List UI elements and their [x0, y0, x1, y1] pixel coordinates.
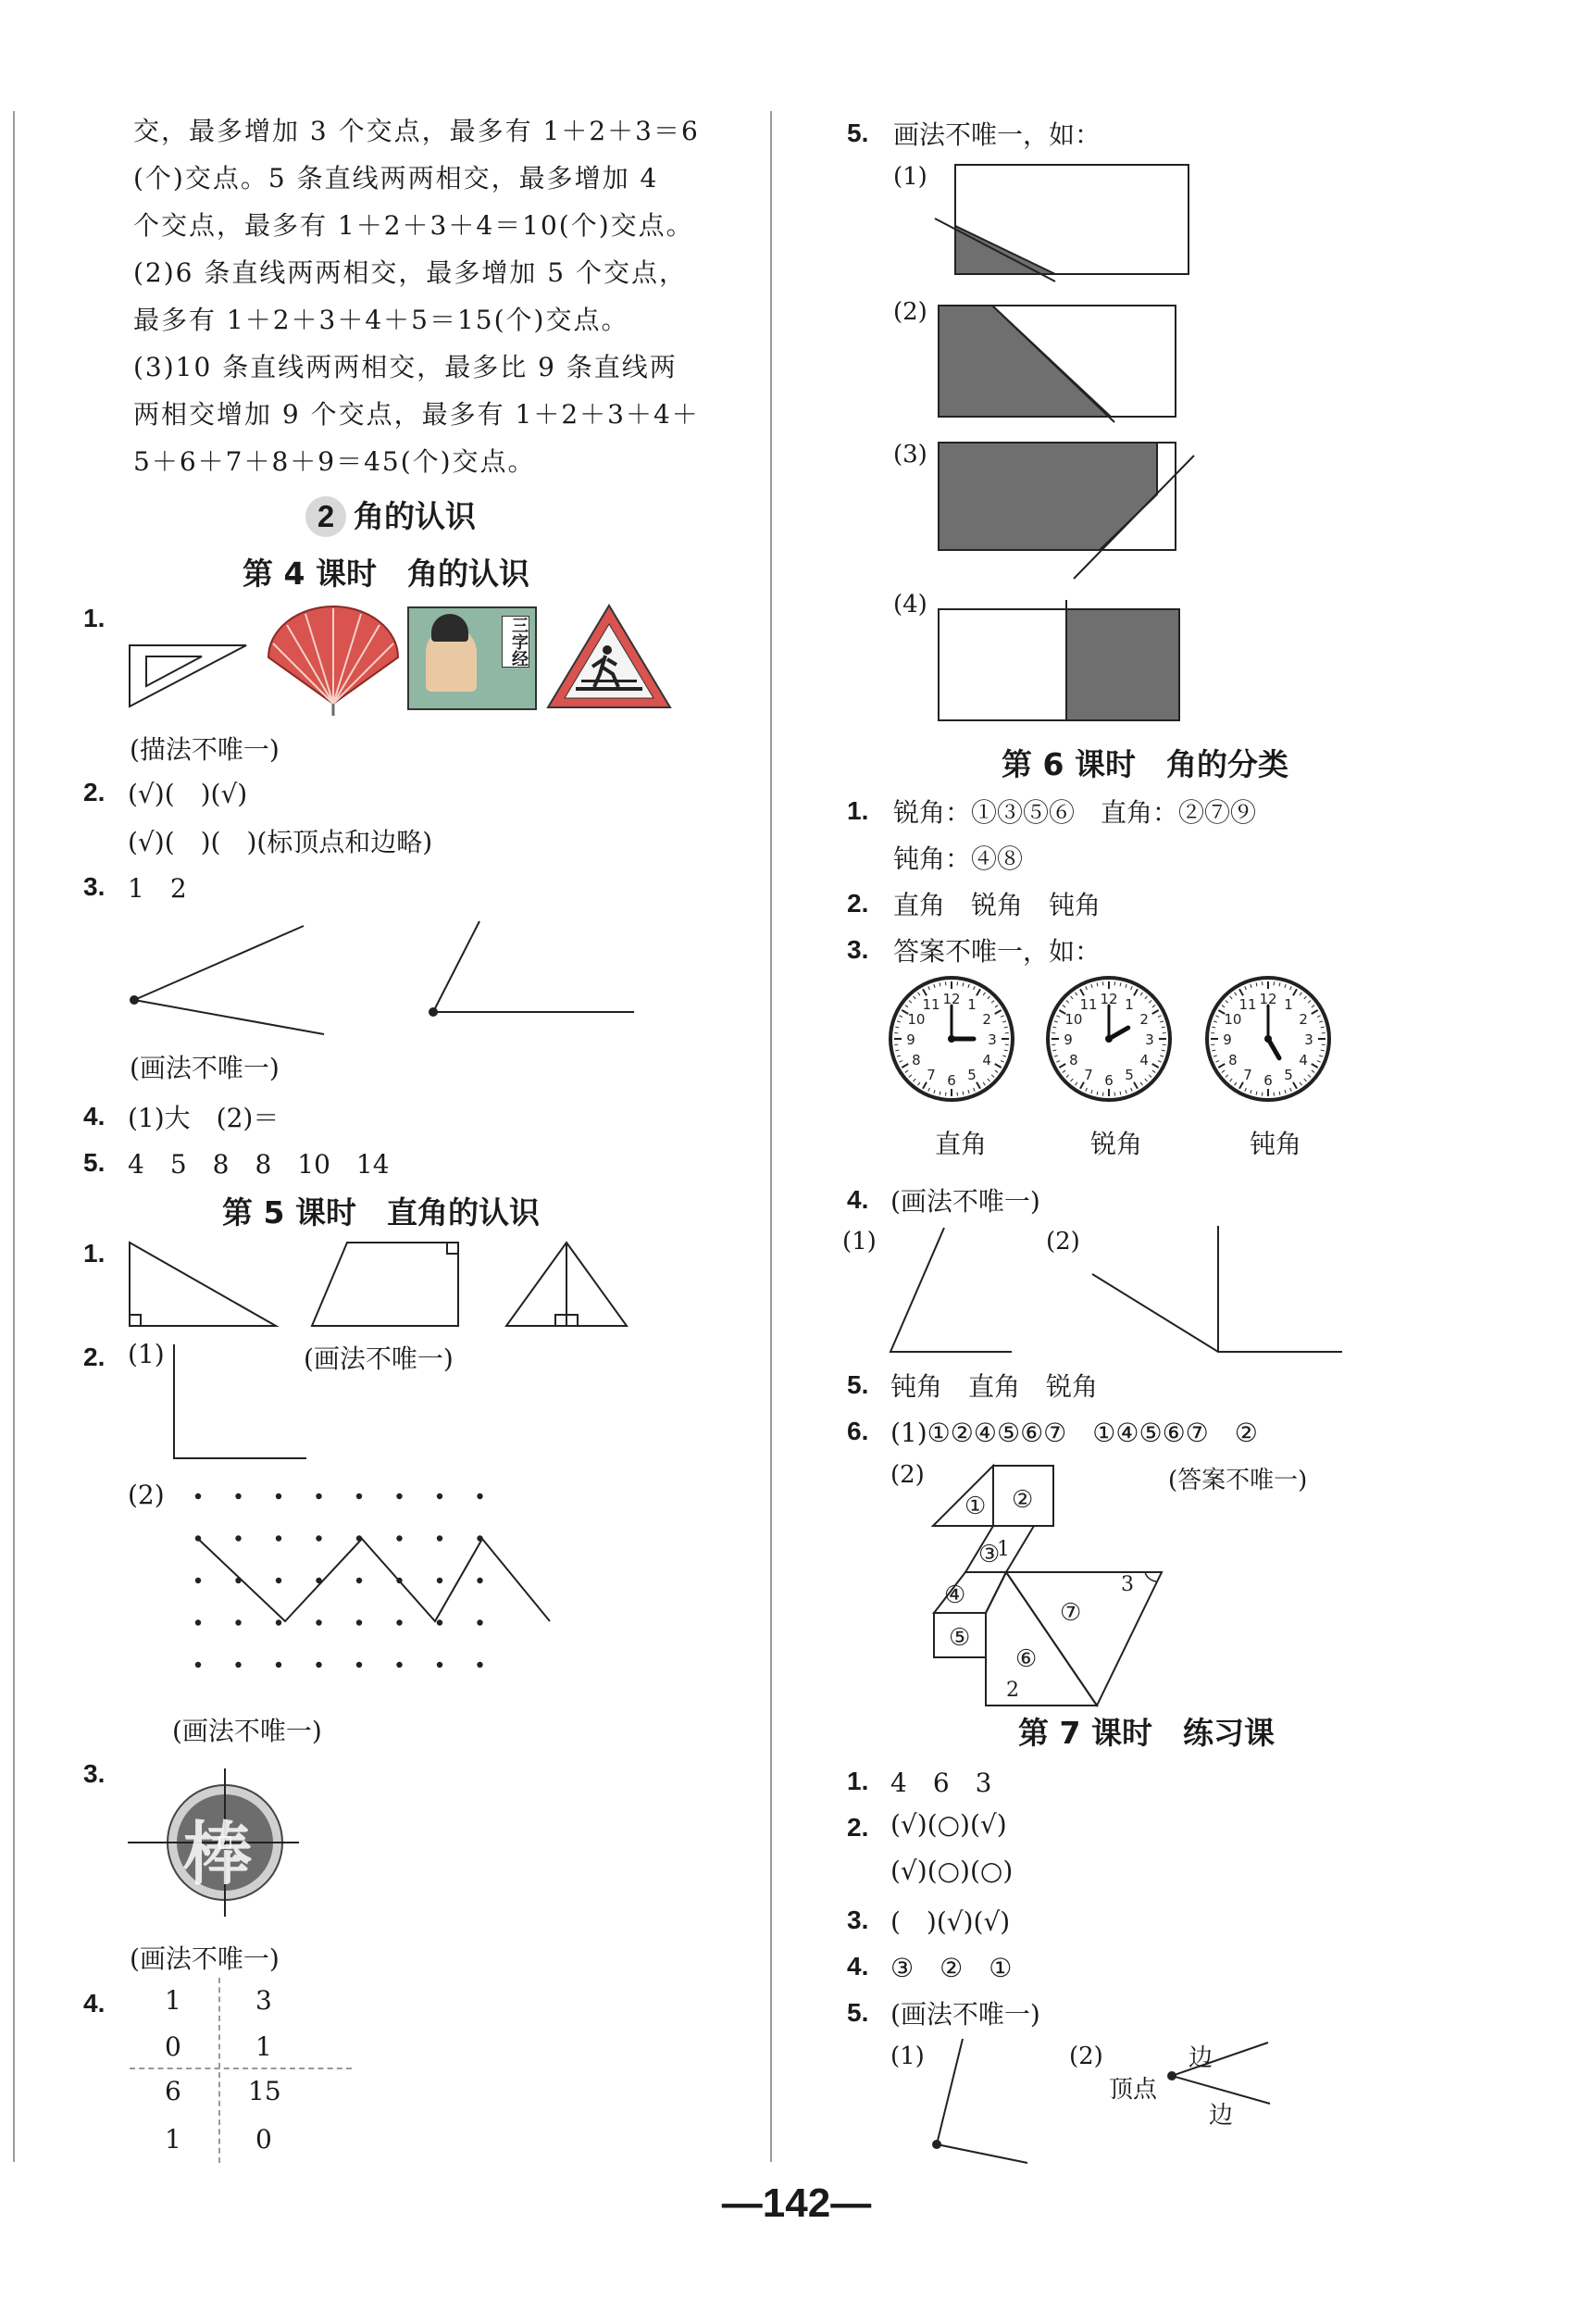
l6-q2-number: 2.	[847, 889, 869, 918]
clock-numeral: 7	[1084, 1067, 1093, 1084]
l6-q6-line1: (1)①②④⑤⑥⑦ ①④⑤⑥⑦ ②	[890, 1418, 1258, 1448]
grid-dot	[477, 1619, 482, 1625]
clock-numeral: 10	[1064, 1011, 1083, 1028]
intro-line: (2)6 条直线两两相交，最多增加 5 个交点，	[133, 257, 687, 288]
r-q5-label-3: (3)	[893, 441, 927, 469]
table-cell: 15	[248, 2076, 281, 2106]
lesson5-title: 第 5 课时 直角的认识	[222, 1194, 540, 1231]
l7-q5-text: (画法不唯一)	[890, 1999, 1040, 2030]
lesson4-title: 第 4 课时 角的认识	[243, 556, 529, 592]
grid-dot	[396, 1619, 402, 1625]
intro-line: 最多有 1＋2＋3＋4＋5＝15(个)交点。	[133, 305, 629, 335]
l7-q5-number: 5.	[847, 1998, 869, 2027]
clock-numeral: 6	[947, 1072, 956, 1089]
intro-line: (3)10 条直线两两相交，最多比 9 条直线两	[133, 352, 678, 382]
table-cell: 1	[165, 2124, 181, 2155]
r-q5-text: 画法不唯一，如：	[893, 119, 1101, 150]
grid-dot	[276, 1578, 281, 1583]
grid-dot	[396, 1662, 402, 1668]
grid-dot	[195, 1535, 201, 1541]
rect-division-3	[935, 435, 1213, 583]
table-cell: 0	[255, 2124, 272, 2155]
l6-q4-text: (画法不唯一)	[890, 1186, 1040, 1217]
l5-q3-note: (画法不唯一)	[130, 1943, 280, 1974]
l6-q6-sub2: (2)	[890, 1461, 925, 1489]
clock-label-3: 钝角	[1250, 1129, 1302, 1159]
l5-q4-number: 4.	[83, 1989, 106, 2018]
clock-numeral: 11	[1238, 995, 1257, 1013]
intro-line: 交，最多增加 3 个交点，最多有 1＋2＋3＝6	[133, 116, 700, 146]
grid-dot	[316, 1578, 321, 1583]
grid-dot	[437, 1662, 442, 1668]
l7-angle-drawing-1	[926, 2037, 1037, 2167]
l4-q2-number: 2.	[83, 778, 106, 806]
clock-numeral: 4	[1139, 1052, 1149, 1068]
table-cell: 1	[165, 1985, 181, 2016]
rect-division-1	[935, 163, 1194, 283]
clock-center	[948, 1035, 955, 1043]
table-cell: 6	[165, 2076, 181, 2106]
clock-numeral: 8	[912, 1052, 921, 1068]
grid-dot	[316, 1662, 321, 1668]
tangram-label: ③	[978, 1541, 1001, 1568]
grid-dot	[316, 1535, 321, 1541]
clock-numeral: 5	[967, 1067, 977, 1084]
grid-dot	[276, 1535, 281, 1541]
l6-q4-number: 4.	[847, 1185, 869, 1214]
book-title: 三字经	[502, 616, 529, 668]
intro-paragraph	[133, 107, 700, 485]
clock-numeral: 8	[1228, 1052, 1238, 1068]
l7-q1-text: 4 6 3	[890, 1768, 992, 1798]
grid-dot	[356, 1578, 362, 1583]
grid-dot	[316, 1493, 321, 1499]
l7-q2-number: 2.	[847, 1813, 869, 1842]
grid-dot	[235, 1535, 241, 1541]
tangram-label: ④	[944, 1581, 966, 1609]
l4-q2-line1: (√)( )(√)	[128, 779, 248, 809]
book-figure	[407, 606, 537, 710]
lesson6-title: 第 6 课时 角的分类	[1002, 746, 1288, 782]
grid-dot	[235, 1619, 241, 1625]
l4-q3-note: (画法不唯一)	[130, 1053, 280, 1083]
isosceles-triangle-figure	[504, 1241, 629, 1329]
clock-numeral: 5	[1284, 1067, 1293, 1084]
l6-q3-text: 答案不唯一，如：	[893, 936, 1101, 967]
l7-edge-label-2: 边	[1209, 2102, 1234, 2130]
right-triangle-figure	[128, 1241, 280, 1329]
grid-dot	[195, 1619, 201, 1625]
section-number: 2	[305, 496, 346, 537]
clock-numeral: 12	[1100, 991, 1118, 1007]
acute-angle-drawing	[887, 1224, 1016, 1354]
table-cell: 1	[255, 2031, 272, 2062]
l5-q2-sub1: (1)	[128, 1339, 165, 1369]
l6-q6-number: 6.	[847, 1417, 869, 1445]
l4-q1-note: (描法不唯一)	[130, 734, 280, 765]
r-q5-number: 5.	[847, 119, 869, 147]
intro-line: (个)交点。5 条直线两两相交，最多增加 4	[133, 163, 659, 194]
l6-q5-number: 5.	[847, 1370, 869, 1399]
crossing-sign-figure	[544, 602, 674, 713]
l7-q1-number: 1.	[847, 1767, 869, 1795]
grid-dot	[396, 1493, 402, 1499]
clock-center	[1264, 1035, 1272, 1043]
l6-q6-note: (答案不唯一)	[1168, 1467, 1308, 1494]
clock-numeral: 4	[982, 1052, 991, 1068]
tangram-angle-label: 2	[1006, 1679, 1019, 1702]
l5-q2-sub2: (2)	[128, 1480, 165, 1510]
clock-numeral: 3	[1304, 1031, 1313, 1048]
l7-q4-number: 4.	[847, 1952, 869, 1980]
intro-line: 个交点，最多有 1＋2＋3＋4＝10(个)交点。	[133, 210, 694, 241]
grid-dot	[437, 1493, 442, 1499]
clock-numeral: 11	[1079, 995, 1098, 1013]
left-margin-line	[13, 111, 15, 2162]
lesson7-title: 第 7 课时 练习课	[1018, 1715, 1275, 1751]
tangram-label: ⑦	[1060, 1599, 1082, 1627]
clock-numeral: 3	[988, 1031, 997, 1048]
tangram-angle-label: 3	[1121, 1573, 1134, 1596]
clock-label-2: 锐角	[1090, 1129, 1143, 1159]
l7-edge-label-1: 边	[1189, 2044, 1213, 2072]
table-cell: 0	[165, 2031, 181, 2062]
clock-numeral: 12	[1259, 991, 1277, 1007]
clock-numeral: 5	[1125, 1067, 1134, 1084]
clock-acute-angle	[1044, 974, 1174, 1104]
right-angle-drawing	[172, 1343, 311, 1463]
r-q5-label-4: (4)	[893, 591, 927, 618]
obtuse-angle-drawing	[1089, 1224, 1348, 1354]
grid-dot	[356, 1619, 362, 1625]
fan-figure	[264, 606, 403, 718]
clock-label-1: 直角	[935, 1129, 988, 1159]
tangram-bird-figure	[930, 1463, 1171, 1713]
clock-numeral: 6	[1263, 1072, 1273, 1089]
grid-dot	[316, 1619, 321, 1625]
l7-q2-line1: (√)(○)(√)	[890, 1809, 1007, 1840]
intro-line: 两相交增加 9 个交点，最多有 1＋2＋3＋4＋	[133, 399, 700, 430]
l6-q5-text: 钝角 直角 锐角	[890, 1371, 1099, 1402]
l5-q2-note2: (画法不唯一)	[172, 1716, 322, 1746]
rect-division-2	[935, 302, 1194, 422]
tangram-label: ①	[965, 1493, 987, 1520]
tangram-label: ②	[1012, 1486, 1034, 1514]
intro-line: 5＋6＋7＋8＋9＝45(个)交点。	[133, 446, 536, 477]
clock-numeral: 1	[967, 995, 977, 1013]
tangram-label: ⑥	[1015, 1645, 1038, 1673]
dot-grid-figure	[194, 1493, 509, 1687]
l6-q1-line2: 钝角：④⑧	[893, 843, 1024, 874]
clock-numeral: 9	[1064, 1031, 1073, 1048]
grid-dot	[396, 1578, 402, 1583]
grid-dot	[195, 1662, 201, 1668]
set-square-figure	[128, 643, 248, 708]
grid-dot	[437, 1619, 442, 1625]
r-q5-label-2: (2)	[893, 298, 927, 326]
grid-dot	[356, 1535, 362, 1541]
l4-q4-number: 4.	[83, 1102, 106, 1131]
l7-q3-number: 3.	[847, 1905, 869, 1934]
grid-dot	[195, 1578, 201, 1583]
grid-dot	[276, 1662, 281, 1668]
l5-q3-number: 3.	[83, 1759, 106, 1788]
grid-dot	[356, 1662, 362, 1668]
grid-dot	[396, 1535, 402, 1541]
page-number: —142—	[721, 2180, 872, 2226]
l7-q5-sub1: (1)	[890, 2043, 925, 2070]
grid-dot	[235, 1578, 241, 1583]
clock-numeral: 12	[942, 991, 961, 1007]
grid-dot	[477, 1662, 482, 1668]
clock-numeral: 8	[1069, 1052, 1078, 1068]
l7-q4-text: ③ ② ①	[890, 1953, 1013, 1983]
clock-numeral: 9	[906, 1031, 915, 1048]
clock-numeral: 3	[1145, 1031, 1154, 1048]
grid-dot	[235, 1662, 241, 1668]
l6-q4-sub1: (1)	[842, 1228, 877, 1256]
clock-obtuse-angle	[1203, 974, 1333, 1104]
clock-numeral: 9	[1223, 1031, 1232, 1048]
section-title: 角的认识	[354, 498, 476, 534]
l7-q3-text: ( )(√)(√)	[890, 1906, 1011, 1937]
l5-q2-note1: (画法不唯一)	[304, 1343, 454, 1374]
grid-dot	[276, 1493, 281, 1499]
l5-q2-number: 2.	[83, 1343, 106, 1371]
clock-numeral: 10	[907, 1011, 926, 1028]
grid-dot	[437, 1535, 442, 1541]
center-divider	[770, 111, 772, 2162]
grid-dot	[477, 1493, 482, 1499]
l6-q2-text: 直角 锐角 钝角	[893, 890, 1101, 920]
clock-right-angle	[887, 974, 1016, 1104]
angle-drawing-2	[426, 917, 639, 1018]
clock-numeral: 7	[927, 1067, 936, 1084]
trapezoid-figure	[310, 1241, 463, 1329]
l7-vertex-label: 顶点	[1109, 2076, 1158, 2104]
clock-numeral: 2	[1139, 1011, 1149, 1028]
clock-numeral: 2	[1299, 1011, 1308, 1028]
grid-dot	[356, 1493, 362, 1499]
section-heading	[305, 493, 476, 537]
table-cell: 3	[255, 1985, 272, 2016]
tangram-label: ⑤	[949, 1624, 971, 1652]
l4-q4-text: (1)大 (2)＝	[128, 1103, 280, 1133]
clock-numeral: 2	[982, 1011, 991, 1028]
l6-q1-line1: 锐角：①③⑤⑥ 直角：②⑦⑨	[893, 797, 1257, 828]
grid-dot	[477, 1535, 482, 1541]
l4-q5-text: 4 5 8 8 10 14	[128, 1149, 390, 1180]
tangram-angle-label: 1	[997, 1538, 1010, 1561]
r-q5-label-1: (1)	[893, 163, 927, 191]
clock-numeral: 6	[1104, 1072, 1114, 1089]
clock-numeral: 1	[1284, 995, 1293, 1013]
l4-q2-line2: (√)( )( )(标顶点和边略)	[128, 827, 433, 857]
grid-dot	[235, 1493, 241, 1499]
grid-dot	[195, 1493, 201, 1499]
clock-numeral: 11	[922, 995, 940, 1013]
stamp-character: 棒	[183, 1815, 252, 1894]
clock-numeral: 1	[1125, 995, 1134, 1013]
l6-q4-sub2: (2)	[1046, 1228, 1080, 1256]
l4-q3-number: 3.	[83, 872, 106, 901]
l6-q3-number: 3.	[847, 935, 869, 964]
clock-numeral: 10	[1224, 1011, 1242, 1028]
l4-q1-number: 1.	[83, 604, 106, 632]
l5-q4-table	[130, 1978, 352, 2163]
l5-q1-number: 1.	[83, 1239, 106, 1268]
l6-q1-number: 1.	[847, 796, 869, 825]
l7-q2-line2: (√)(○)(○)	[890, 1855, 1014, 1886]
l7-q5-sub2: (2)	[1069, 2043, 1103, 2070]
rect-division-4	[935, 600, 1194, 725]
grid-dot	[477, 1578, 482, 1583]
angle-drawing-1	[130, 921, 333, 1037]
grid-dot	[437, 1578, 442, 1583]
clock-numeral: 7	[1243, 1067, 1252, 1084]
grid-dot	[276, 1619, 281, 1625]
l4-q5-number: 5.	[83, 1148, 106, 1177]
l4-q3-labels: 1 2	[128, 873, 187, 904]
clock-numeral: 4	[1299, 1052, 1308, 1068]
clock-center	[1105, 1035, 1113, 1043]
